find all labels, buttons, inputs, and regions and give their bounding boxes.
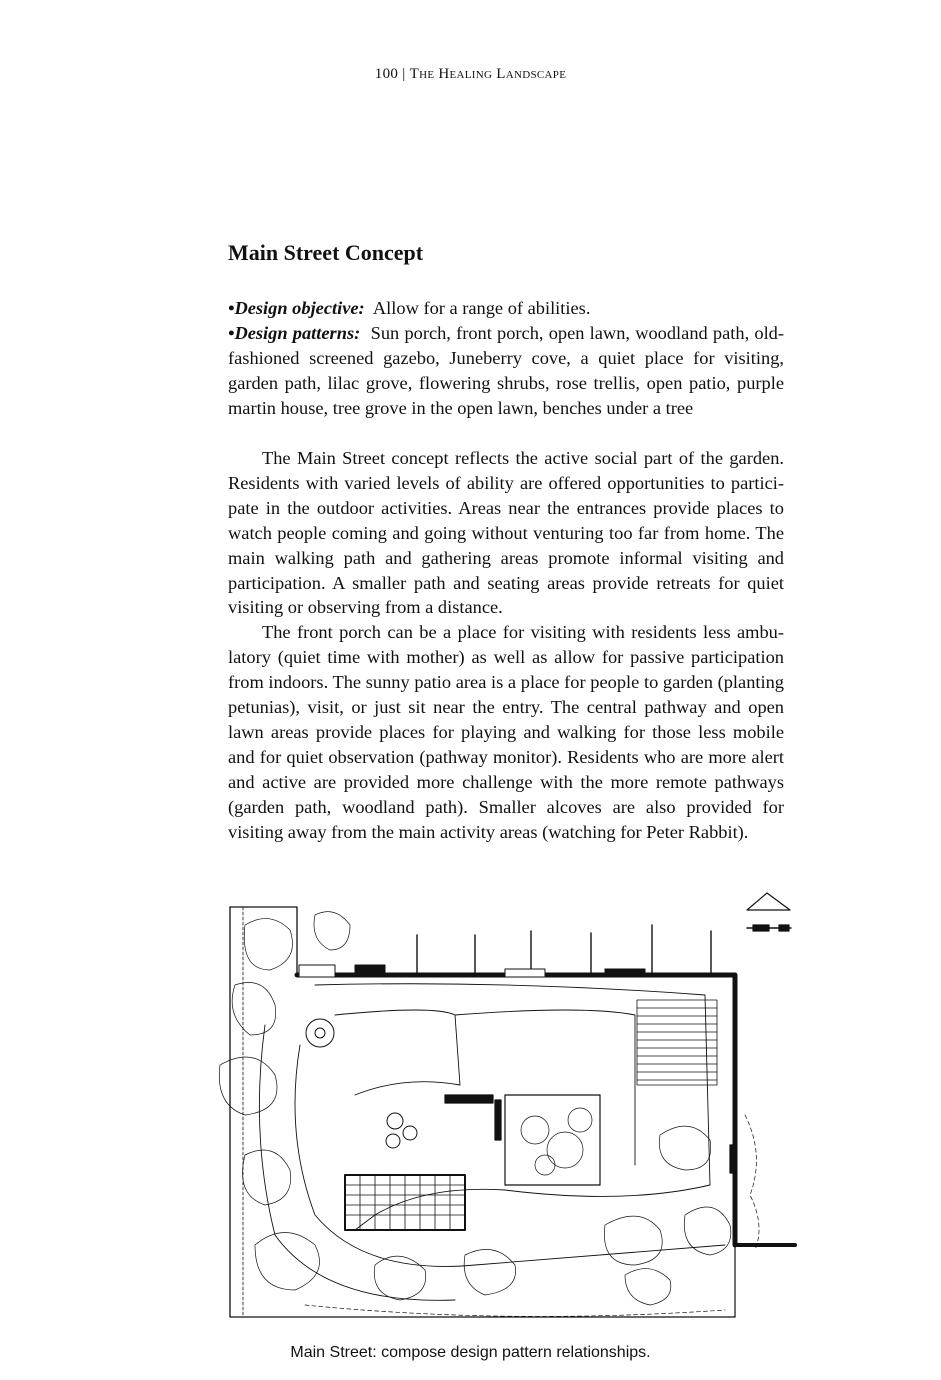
body-text xyxy=(228,446,784,845)
open-lawn-grove xyxy=(505,1095,600,1185)
section-title: Main Street Concept xyxy=(228,240,424,265)
garden-path-edge xyxy=(305,1115,759,1316)
paragraph: The front porch can be a place for visiting with residents less ambulatory (quiet time with mother) as well as allow for passive participation from indoors. The sunny patio area is a place for people to garden (planting petunias), visit, or just sit near the entry. The central pathway and open lawn areas provide places for playing and walking for those less mobile and for quiet observation (pathway monitor). Residents who are more alert and active are provided more challenge with the more remote pathways (garden path, woodland path). Smaller alcoves are also provided for visiting away from the main activity areas (watching for Peter Rabbit). xyxy=(228,622,784,842)
bullet-marker: • xyxy=(228,298,235,318)
bullet-marker: • xyxy=(228,323,235,343)
bullet-design-objective xyxy=(228,296,784,321)
benches xyxy=(445,1095,736,1173)
page-number: 100 xyxy=(374,66,399,82)
gazebo-grid xyxy=(345,1175,465,1230)
bullet-label: Design patterns: xyxy=(234,323,361,343)
building-columns xyxy=(299,925,711,977)
running-head xyxy=(0,66,941,83)
patio-hatch xyxy=(637,1000,717,1085)
site-plan-sketch xyxy=(205,885,805,1335)
design-bullets xyxy=(228,296,784,421)
paragraph: The Main Street concept reflects the active social part of the garden. Residents with varied levels of ability are offered opportunities to participate in the outdoor activities. Areas near the entrances provide places to watch people coming and going without venturing too far from home. The main walking path and gathering areas promote informal visiting and participation. A smaller path and seating areas provide retreats for quiet visiting or observing from a distance. xyxy=(228,448,784,618)
book-title: The Healing Landscape xyxy=(409,66,567,82)
bullet-design-patterns xyxy=(228,321,784,421)
bullet-label: Design objective: xyxy=(234,298,365,318)
figure-caption: Main Street: compose design pattern relationships. xyxy=(290,1344,651,1361)
main-path xyxy=(259,984,725,1301)
bullet-text: Sun porch, front porch, open lawn, woodland path, old-fashioned screened gazebo, Juneberry cove, a quiet place for visiting, garden path, lilac grove, flowering shrubs, rose trellis, open patio, purple martin house, tree grove in the open lawn, benches under a tree xyxy=(228,323,784,418)
running-head-separator: | xyxy=(402,66,406,82)
bullet-text: Allow for a range of abilities. xyxy=(372,298,591,318)
north-arrow-icon xyxy=(747,893,791,931)
